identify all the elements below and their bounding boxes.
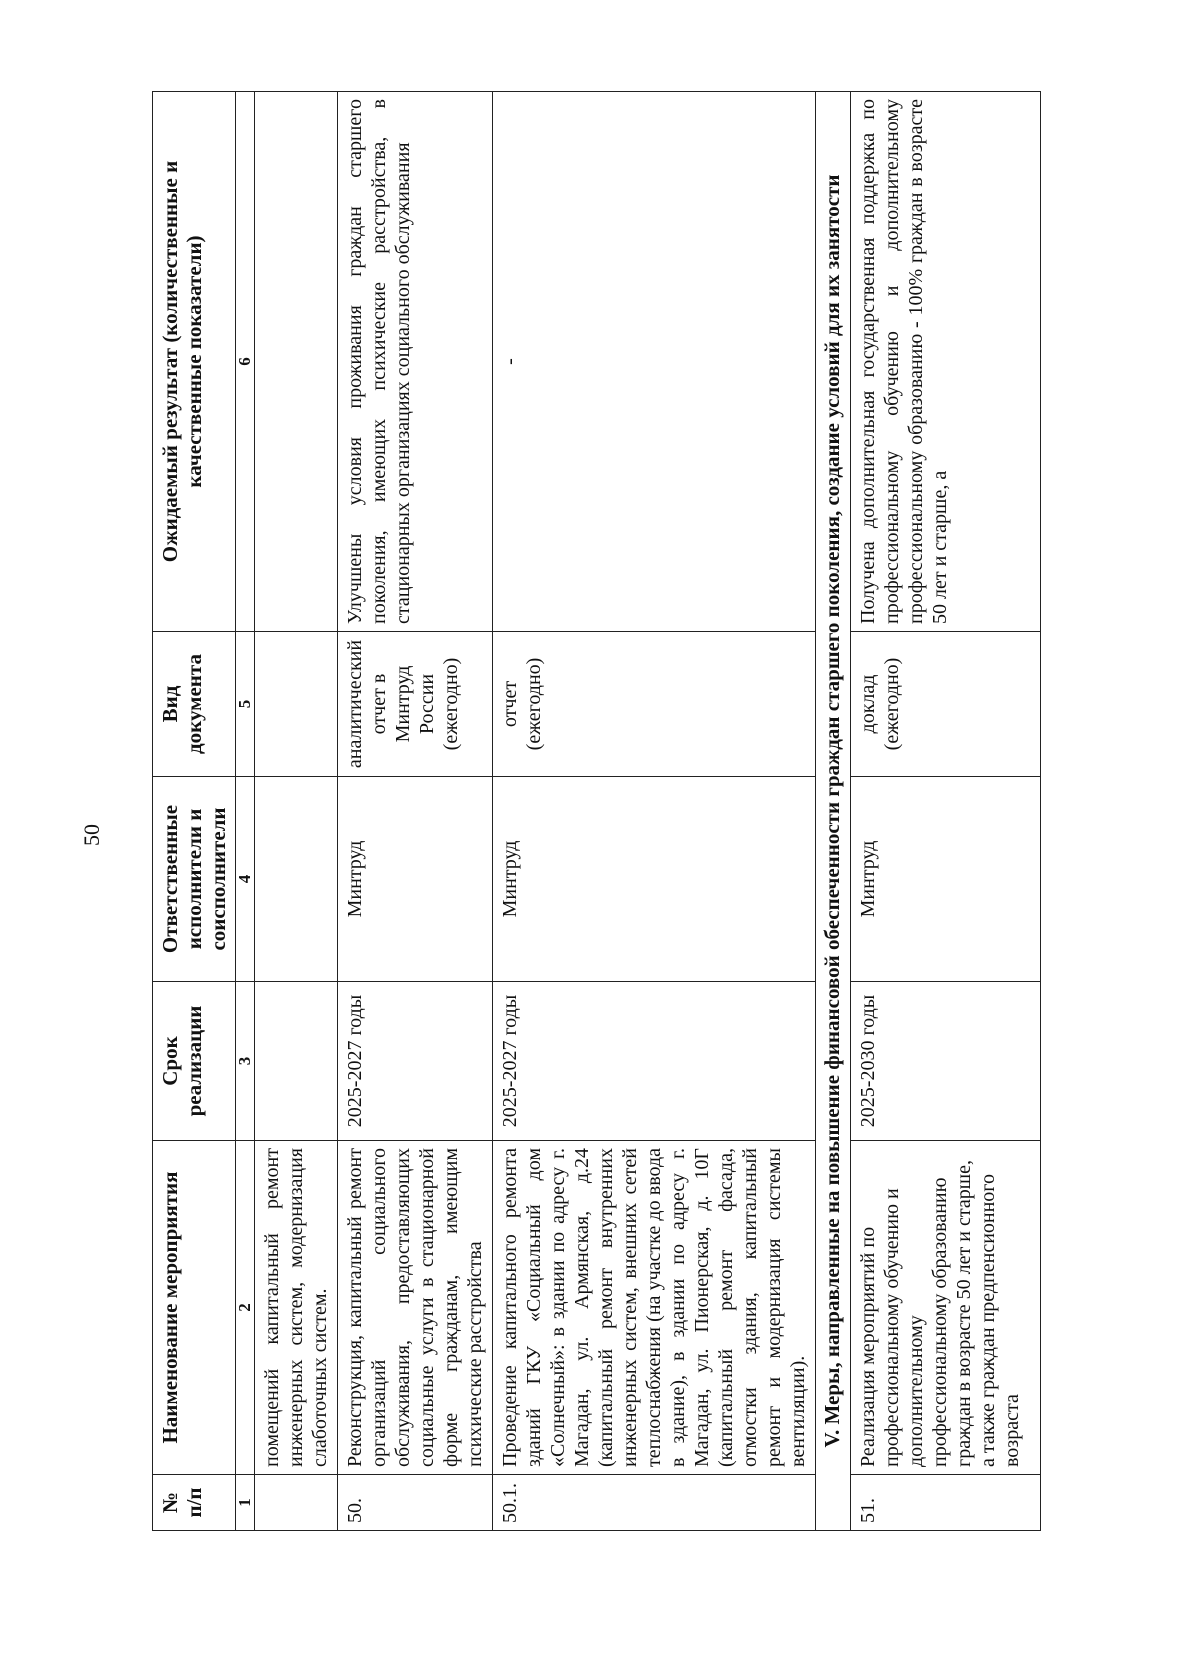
section-row bbox=[816, 92, 850, 1531]
row-name: помещений капитальный ремонт инженерных систем, модернизация слаботочных систем. bbox=[255, 1141, 338, 1475]
page-number: 50 bbox=[79, 824, 104, 846]
row-name: Проведение капитального ремонта зданий ГКУ «Социальный дом «Солнечный»: в здании по адресу г. Магадан, ул. Армянская, д.24 (капитальный ремонт внутренних инженерных систем, внешних сетей теплоснабжения (на участке до ввода в здание), в здании по адресу г. Магадан, ул. Пионерская, д. 10Г (капитальный ремонт фасада, отмостки здания, капитальный ремонт и модернизация системы вентиляции). bbox=[493, 1141, 816, 1475]
table-row bbox=[338, 92, 493, 1531]
table-row bbox=[850, 92, 1040, 1531]
row-document: отчет (ежегодно) bbox=[493, 632, 816, 777]
row-result bbox=[255, 92, 338, 632]
header-name: Наименование мероприятия bbox=[153, 1141, 236, 1475]
table-row bbox=[493, 92, 816, 1531]
section-heading: V. Меры, направленные на повышение финансовой обеспеченности граждан старшего поколения, создание условий для их занятости bbox=[816, 92, 850, 1531]
row-name: Реконструкция, капитальный ремонт организаций социального обслуживания, предоставляющих социальные услуги в стационарной форме гражданам, имеющим психические расстройства bbox=[338, 1141, 493, 1475]
header-row bbox=[153, 92, 236, 1531]
row-num: 50.1. bbox=[493, 1475, 816, 1531]
row-term bbox=[255, 982, 338, 1141]
table-row bbox=[255, 92, 338, 1531]
row-term: 2025-2027 годы bbox=[338, 982, 493, 1141]
row-result: Получена дополнительная государственная поддержка по профессиональному обучению и дополнительному профессиональному образованию - 100% граждан в возрасте 50 лет и старше, а bbox=[850, 92, 1040, 632]
row-document: аналитический отчет в Минтруд России (ежегодно) bbox=[338, 632, 493, 777]
row-term: 2025-2027 годы bbox=[493, 982, 816, 1141]
column-number: 2 bbox=[236, 1141, 255, 1475]
rotated-table-container bbox=[152, 92, 1088, 1531]
row-result: - bbox=[493, 92, 816, 632]
column-number: 6 bbox=[236, 92, 255, 632]
header-result: Ожидаемый результат (количественные и качественные показатели) bbox=[153, 92, 236, 632]
column-number: 5 bbox=[236, 632, 255, 777]
header-num: № п/п bbox=[153, 1475, 236, 1531]
row-executor: Минтруд bbox=[493, 777, 816, 982]
row-executor: Минтруд bbox=[338, 777, 493, 982]
row-result: Улучшены условия проживания граждан старшего поколения, имеющих психические расстройства, в стационарных организациях социального обслуживания bbox=[338, 92, 493, 632]
column-number-row bbox=[236, 92, 255, 1531]
row-document bbox=[255, 632, 338, 777]
column-number: 1 bbox=[236, 1475, 255, 1531]
row-name: Реализация мероприятий по профессиональному обучению и дополнительному профессиональному образованию граждан в возрасте 50 лет и старше, а также граждан предпенсионного возраста bbox=[850, 1141, 1040, 1475]
row-executor bbox=[255, 777, 338, 982]
row-num: 51. bbox=[850, 1475, 1040, 1531]
header-term: Срок реализации bbox=[153, 982, 236, 1141]
measures-table bbox=[152, 91, 1041, 1531]
row-executor: Минтруд bbox=[850, 777, 1040, 982]
header-executor: Ответственные исполнители и соисполнители bbox=[153, 777, 236, 982]
row-num bbox=[255, 1475, 338, 1531]
column-number: 3 bbox=[236, 982, 255, 1141]
row-document: доклад (ежегодно) bbox=[850, 632, 1040, 777]
row-term: 2025-2030 годы bbox=[850, 982, 1040, 1141]
header-document: Вид документа bbox=[153, 632, 236, 777]
column-number: 4 bbox=[236, 777, 255, 982]
row-num: 50. bbox=[338, 1475, 493, 1531]
